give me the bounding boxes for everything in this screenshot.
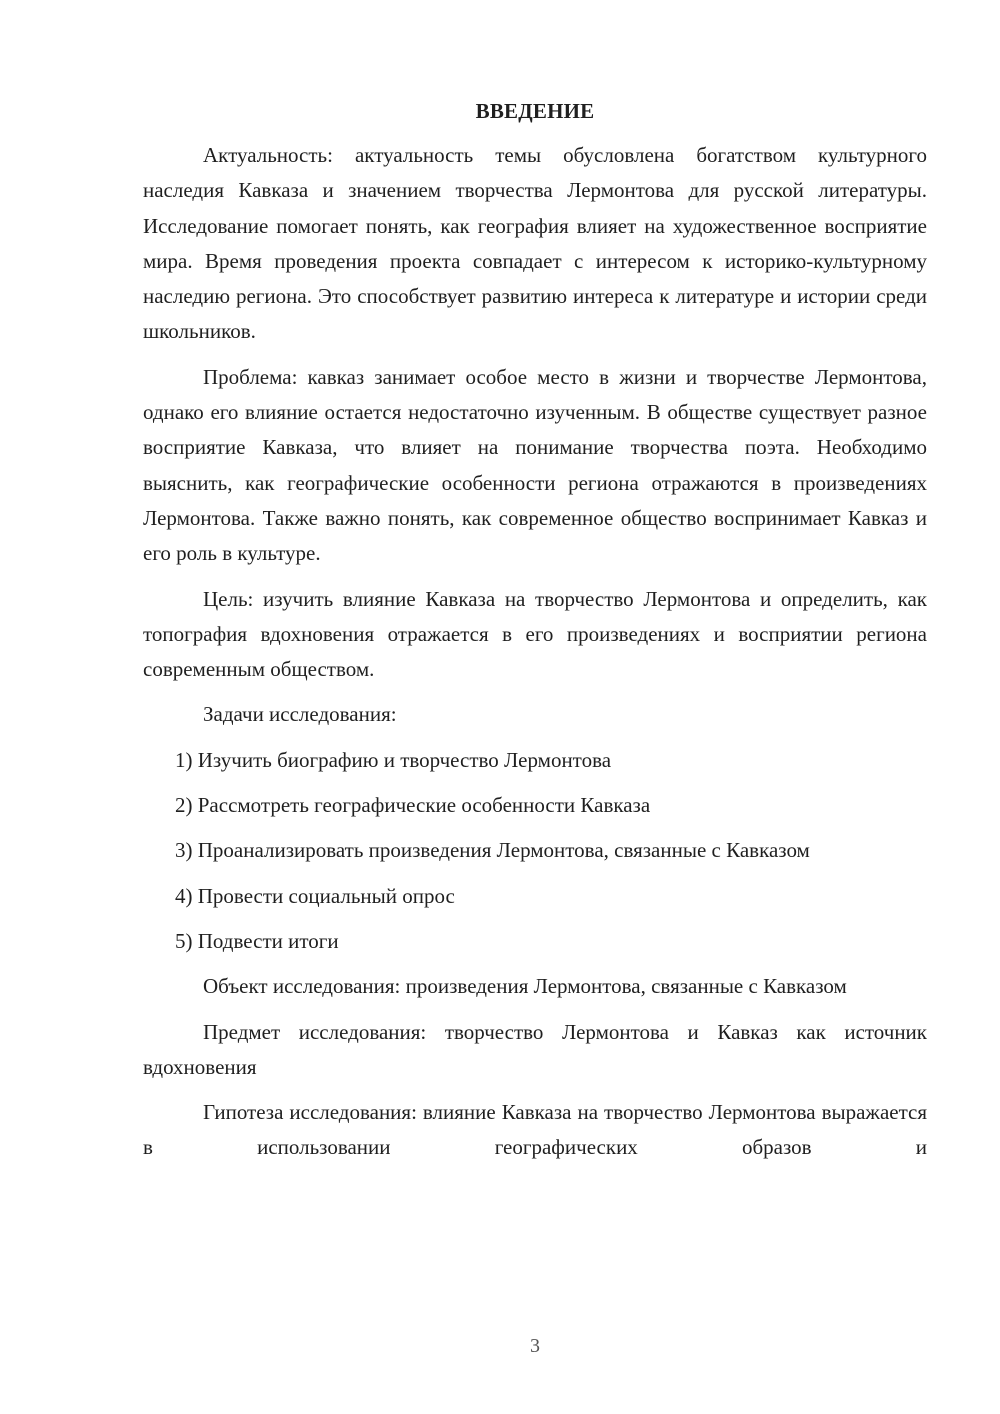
task-item-4: 4) Провести социальный опрос: [175, 883, 455, 908]
task-item-3: 3) Проанализировать произведения Лермонтова, связанные с Кавказом: [175, 838, 810, 863]
problem-paragraph: Проблема: кавказ занимает особое место в жизни и творчестве Лермонтова, однако его влияние остается недостаточно изученным. В обществе существует разное восприятие Кавказа, что влияет на понимание творчества поэта. Необходимо выяснить, как географические особенности региона отражаются в произведениях Лермонтова. Также важно понять, как современное общество воспринимает Кавказ и его роль в культуре.: [143, 364, 927, 566]
goal-paragraph: Цель: изучить влияние Кавказа на творчество Лермонтова и определить, как топография вдохновения отражается в его произведениях и восприятии региона современным обществом.: [143, 586, 927, 682]
subject-paragraph: Предмет исследования: творчество Лермонтова и Кавказ как источник вдохновения: [143, 1019, 927, 1079]
relevance-paragraph: Актуальность: актуальность темы обусловлена богатством культурного наследия Кавказа и значением творчества Лермонтова для русской литературы. Исследование помогает понять, как география влияет на художественное восприятие мира. Время проведения проекта совпадает с интересом к историко-культурному наследию региона. Это способствует развитию интереса к литературе и истории среди школьников.: [143, 143, 927, 344]
task-item-1: 1) Изучить биографию и творчество Лермонтова: [175, 747, 612, 772]
section-heading: ВВЕДЕНИЕ: [475, 99, 595, 123]
page-content: [143, 96, 927, 1176]
task-item-2: 2) Рассмотреть географические особенности Кавказа: [175, 793, 651, 818]
hypothesis-paragraph: Гипотеза исследования: влияние Кавказа на творчество Лермонтова выражается в использовании географических образов и: [143, 1100, 927, 1160]
tasks-title: Задачи исследования:: [203, 702, 397, 727]
task-item-5: 5) Подвести итоги: [175, 928, 339, 953]
object-paragraph: Объект исследования: произведения Лермонтова, связанные с Кавказом: [203, 974, 847, 999]
page-number: 3: [530, 1335, 540, 1357]
